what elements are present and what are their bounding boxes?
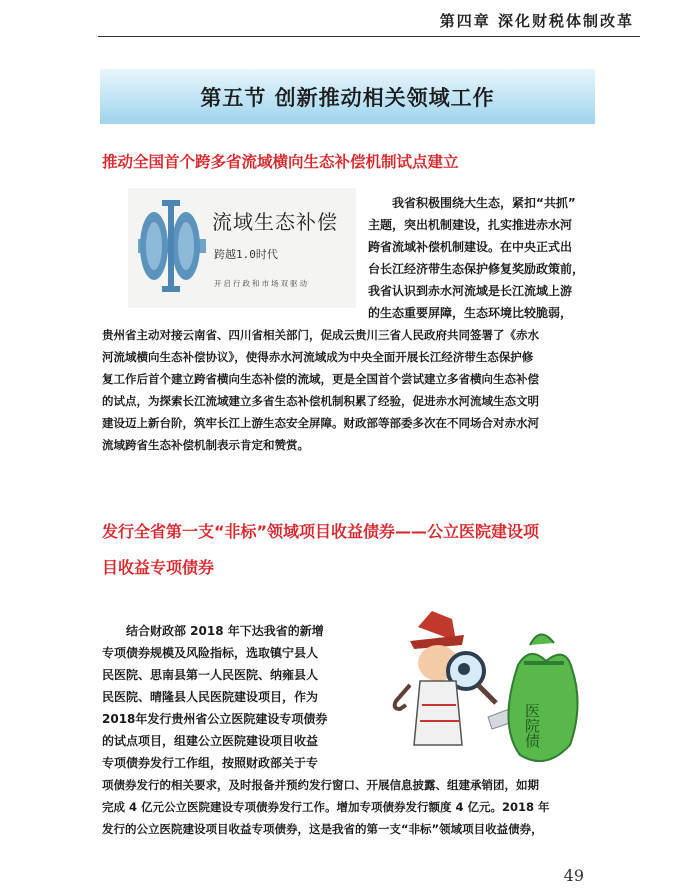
chapter-header: 第四章 深化财税体制改革 [439,12,634,30]
text-line: 专项债券规模及风险指标，选取镇宁县人 [102,646,319,660]
text-line: 完成 4 亿元公立医院建设专项债券发行工作。增加专项债券发行额度 4 亿元。2018 年 [102,800,550,814]
paragraph-1-full [102,324,594,456]
figure-tagline: 开启行政和市场双驱动 [214,279,309,288]
figure-title: 流域生态补偿 [212,210,338,234]
page-number: 49 [563,866,584,885]
chapter-rule [98,36,640,37]
text-line: 2018年发行贵州省公立医院建设专项债券 [102,712,328,726]
text-line: 项债券发行的相关要求，及时报备并预约发行窗口、开展信息披露、组建承销团，如期 [102,778,539,792]
subsection1-title: 推动全国首个跨多省流域横向生态补偿机制试点建立 [102,153,459,171]
text-line: 的试点项目，组建公立医院建设项目收益 [102,734,319,748]
section-title: 第五节 创新推动相关领域工作 [200,85,495,110]
text-line: 的生态重要屏障，生态环境比较脆弱， [368,306,573,320]
paragraph-2-wrapped [102,620,352,774]
text-line: 的试点，为探索长江流域建立多省生态补偿机制积累了经验，促进赤水河流域生态文明 [102,394,539,408]
text-line: 跨省流域补偿机制建设。在中央正式出 [368,240,573,254]
paragraph-1-wrapped [368,192,608,324]
subsection2-title-line: 发行全省第一支“非标”领域项目收益债券——公立医院建设项 [102,522,540,541]
text-line: 我省认识到赤水河流域是长江流域上游 [368,284,573,298]
bag-label: 医院债 [523,703,541,748]
text-line: 结合财政部 2018 年下达我省的新增 [126,624,324,638]
detective-money-bag-illustration [370,605,585,775]
text-line: 建设迈上新台阶，筑牢长江上游生态安全屏障。财政部等部委多次在不同场合对赤水河 [102,416,539,430]
text-line: 民医院、晴隆县人民医院建设项目，作为 [102,690,319,704]
subsection2-title-line: 目收益专项债券 [102,558,215,577]
pipe-valve-icon [132,194,212,304]
text-line: 复工作后首个建立跨省横向生态补偿的流域，更是全国首个尝试建立多省横向生态补偿 [102,372,539,386]
subsection2-title [102,514,602,586]
figure-subtitle: 跨越1.0时代 [214,248,278,261]
eco-compensation-figure [128,188,356,308]
section-banner [100,69,595,124]
text-line: 河流域横向生态补偿协议》，使得赤水河流域成为中央全面开展长江经济带生态保护修 [102,350,534,364]
text-line: 贵州省主动对接云南省、四川省相关部门，促成云贵川三省人民政府共同签署了《赤水 [102,328,539,342]
text-line: 发行的公立医院建设项目收益专项债券，这是我省的第一支“非标”领域项目收益债券， [102,822,543,836]
text-line: 台长江经济带生态保护修复奖励政策前， [368,262,585,276]
hospital-bond-cartoon [370,605,585,775]
paragraph-2-full [102,774,594,840]
text-line: 我省积极围绕大生态，紧扣“共抓” [392,196,576,210]
text-line: 流域跨省生态补偿机制表示肯定和赞赏。 [102,438,309,452]
text-line: 主题，突出机制建设，扎实推进赤水河 [368,218,573,232]
text-line: 专项债券发行工作组，按照财政部关于专 [102,756,319,770]
text-line: 民医院、思南县第一人民医院、纳雍县人 [102,668,319,682]
